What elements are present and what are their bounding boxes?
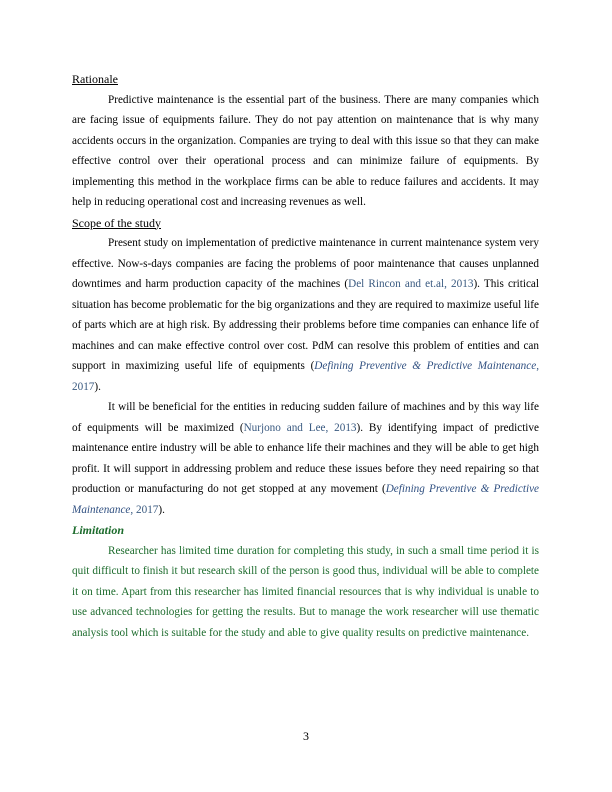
limitation-paragraph: Researcher has limited time duration for completing this study, in such a small time period it is quit difficult to finish it but research skill of the person is good thus, individual will be able to complete it on time. Apart from this researcher has limited financial resources that is why individual is unable to use advanced technologies for getting the results. But to manage the work researcher will use thematic analysis tool which is suitable for the study and able to give quality results on predictive maintenance.	[72, 544, 539, 639]
limitation-heading: Limitation	[72, 523, 125, 537]
rationale-paragraph: Predictive maintenance is the essential part of the business. There are many companies which are facing issue of equipments failure. They do not pay attention on maintenance that is why many accidents occurs in the organization. Companies are trying to deal with this issue so that they can make effective control over their operational process and can minimize failure of equipments. By implementing this method in the workplace firms can be able to reduce failures and accidents. It may help in reducing operational cost and increasing revenues as well.	[72, 93, 539, 208]
page-number: 3	[303, 729, 309, 743]
citation-nurjono-lee: Nurjono and Lee, 2013	[243, 421, 357, 434]
scope-p2-text-c: ).	[158, 503, 165, 516]
citation-defining-maintenance-title-2: Defining Preventive & Predictive Maintenance	[72, 483, 539, 516]
scope-paragraph-1	[72, 233, 539, 397]
citation-del-rincon: Del Rincon and et.al, 2013	[348, 278, 474, 290]
scope-p1-text-c: ).	[94, 380, 101, 393]
citation-defining-maintenance-title: Defining Preventive & Predictive Maintenance	[314, 360, 537, 372]
document-page	[72, 69, 539, 643]
scope-heading: Scope of the study	[72, 215, 161, 230]
scope-p2-text-a: It will be beneficial for the entities in reducing sudden failure of machines and by this way life of equipments will be maximized (	[72, 401, 539, 434]
rationale-heading: Rationale	[72, 72, 118, 86]
citation-defining-maintenance-year: , 2017	[72, 360, 540, 393]
scope-paragraph-2	[72, 397, 539, 520]
scope-p1-text-b: ). This critical situation has become problematic for the big organizations and they are required to maximize useful life of parts which are at high risk. By addressing their problems before time companies can enhance life of machines and can make effective control over cost. PdM can resolve this problem of entities and can support in maximizing useful life of equipments (	[72, 278, 539, 372]
citation-defining-maintenance-year-2: , 2017	[130, 503, 159, 516]
scope-p2-text-b: ). By identifying impact of predictive maintenance entire industry will be able to enhance life their machines and they will be able to get high profit. It will support in addressing problem and reduce these issues before they need repairing so that production or manufacturing do not get stopped at any movement (	[72, 421, 539, 495]
scope-p1-text-a: Present study on implementation of predictive maintenance in current maintenance system very effective. Now-s-days companies are facing the problems of poor maintenance that causes unplanned downtimes and harm production capacity of the machines (	[72, 237, 539, 290]
